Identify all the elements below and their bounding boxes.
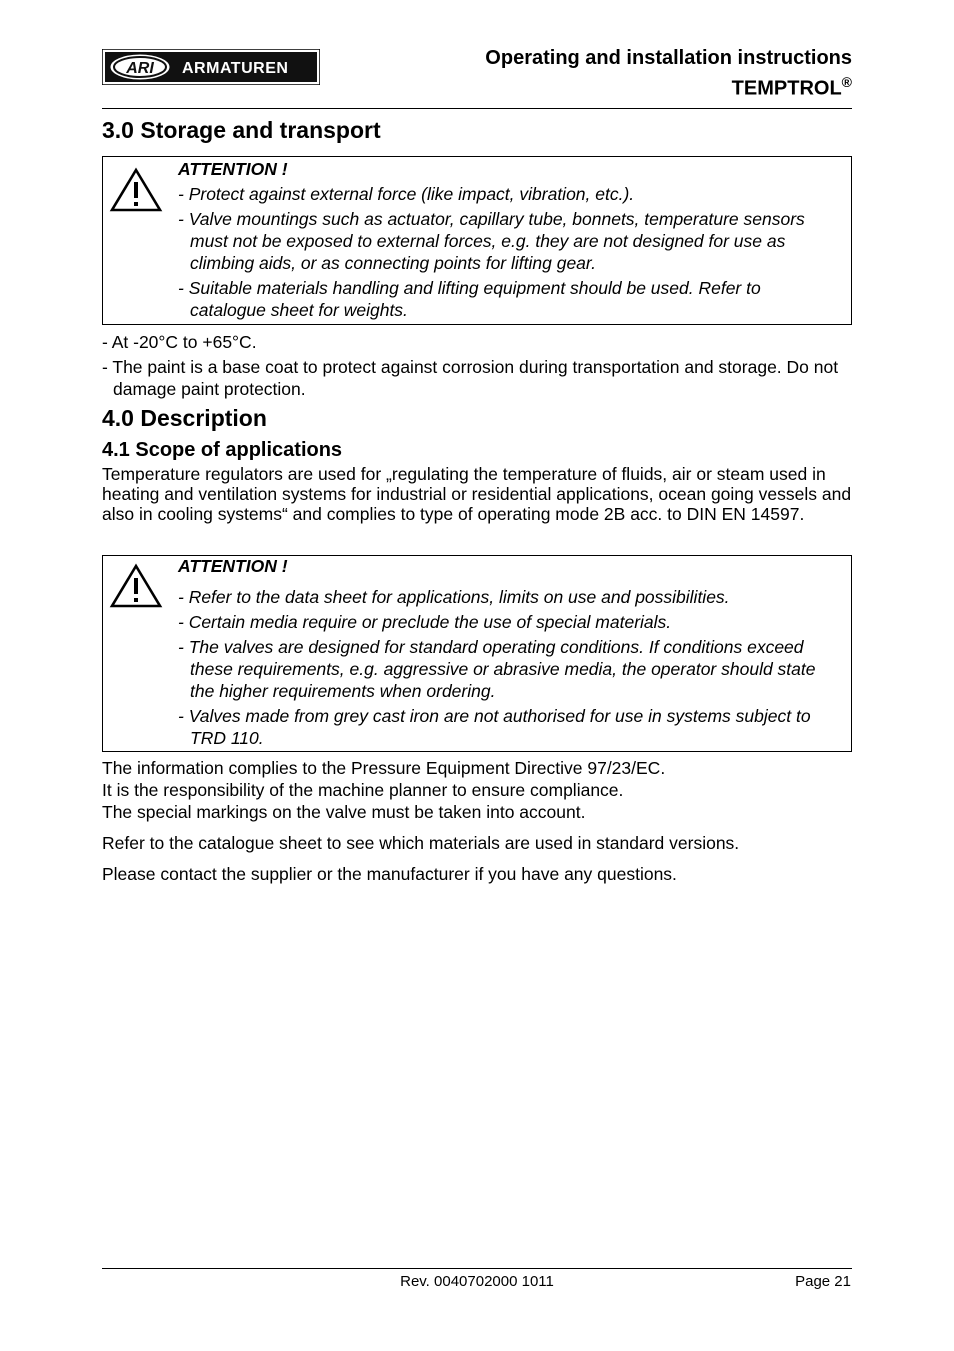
section-4-1-heading: 4.1 Scope of applications — [102, 439, 343, 461]
attention-item: - Valves made from grey cast iron are not authorised for use in systems subject to TRD 110. — [178, 706, 811, 748]
product-name: TEMPTROL — [731, 77, 842, 100]
scope-attention-box — [102, 555, 852, 752]
storage-notes — [102, 331, 852, 400]
logo-brand-text: ARMATUREN — [182, 60, 289, 77]
document-title — [485, 46, 852, 101]
attention-item: - Protect against external force (like impact, vibration, etc.). — [178, 184, 635, 204]
scope-attention-content — [178, 555, 841, 749]
storage-attention-content — [178, 158, 841, 321]
compliance-line: The special markings on the valve must be taken into account. — [102, 802, 586, 822]
materials-paragraph: Refer to the catalogue sheet to see which materials are used in standard versions. — [102, 833, 740, 853]
compliance-line: It is the responsibility of the machine planner to ensure compliance. — [102, 780, 624, 800]
warning-triangle-icon — [109, 563, 163, 609]
logo-ari-text: ARI — [126, 60, 154, 77]
revision-number: Rev. 0040702000 1011 — [400, 1273, 554, 1290]
attention-item: - Certain media require or preclude the use of special materials. — [178, 612, 672, 632]
storage-note: - At -20°C to +65°C. — [102, 332, 257, 352]
attention-item: - The valves are designed for standard operating conditions. If conditions exceed these requirements, e.g. aggressive or abrasive media, the operator should state the higher requirements when ordering. — [178, 637, 816, 701]
attention-label: ATTENTION ! — [178, 556, 288, 576]
registered-mark: ® — [841, 74, 852, 90]
header-divider — [102, 108, 852, 109]
attention-item: - Valve mountings such as actuator, capillary tube, bonnets, temperature sensors must not be exposed to external forces, e.g. they are not designed for use as climbing aids, or as connecting points for lifting gear. — [178, 209, 805, 273]
compliance-line: The information complies to the Pressure Equipment Directive 97/23/EC. — [102, 758, 666, 778]
storage-attention-box — [102, 156, 852, 325]
compliance-paragraph — [102, 757, 852, 823]
attention-item: - Refer to the data sheet for applications, limits on use and possibilities. — [178, 587, 730, 607]
ari-armaturen-logo — [102, 49, 320, 85]
footer-divider — [102, 1268, 852, 1269]
warning-triangle-icon — [109, 167, 163, 213]
scope-intro-paragraph: Temperature regulators are used for „regulating the temperature of fluids, air or steam used in heating and ventilation systems for industrial or residential applications, ocean going vessels and also in cooling systems“ and complies to type of operating mode 2B acc. to DIN EN 14597. — [102, 464, 852, 524]
page-number: Page 21 — [795, 1273, 851, 1290]
attention-item: - Suitable materials handling and lifting equipment should be used. Refer to catalogue sheet for weights. — [178, 278, 761, 320]
section-3-heading: 3.0 Storage and transport — [102, 117, 381, 143]
section-4-heading: 4.0 Description — [102, 405, 267, 431]
document-title-line2 — [485, 70, 852, 101]
storage-note: - The paint is a base coat to protect against corrosion during transportation and storage. Do not damage paint protection. — [102, 357, 839, 399]
contact-paragraph: Please contact the supplier or the manufacturer if you have any questions. — [102, 864, 677, 884]
attention-label: ATTENTION ! — [178, 159, 288, 179]
document-title-line1: Operating and installation instructions — [485, 47, 852, 69]
page-header — [102, 44, 852, 108]
